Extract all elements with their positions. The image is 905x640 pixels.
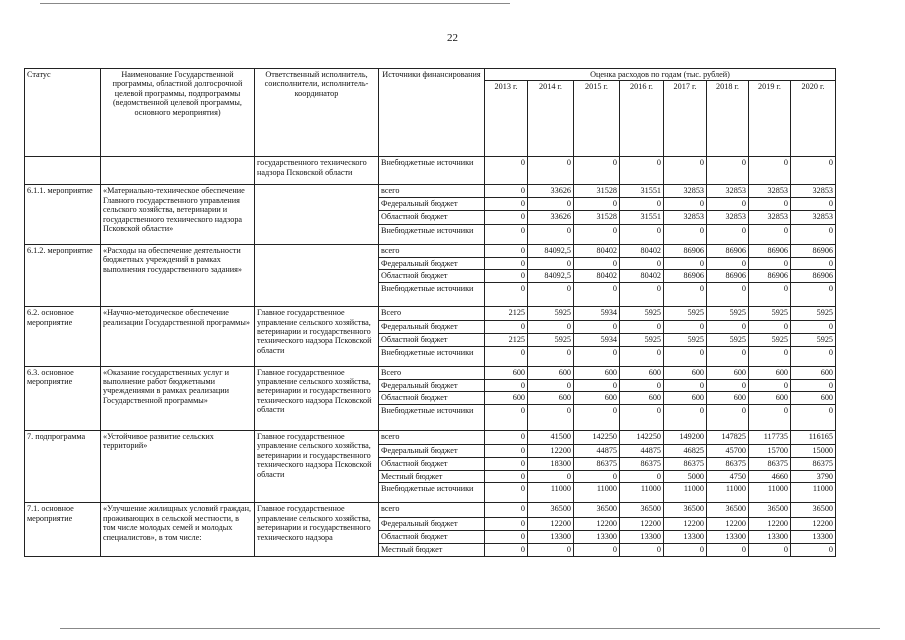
budget-table [24,68,836,557]
header-year: 2019 г. [749,81,791,157]
row-value: 5925 [749,307,791,321]
row-value: 0 [528,346,574,366]
row-value: 12200 [528,445,574,458]
header-year: 2020 г. [791,81,836,157]
row-name: «Научно-методическое обеспечение реализации Государственной программы» [101,307,255,366]
row-value: 0 [664,405,707,431]
row-value: 0 [791,405,836,431]
row-value: 5934 [574,333,620,346]
row-value: 0 [707,198,749,210]
row-source: Всего [379,307,485,321]
row-value: 0 [664,379,707,391]
row-value: 0 [707,321,749,333]
row-source: Внебюджетные источники [379,483,485,503]
row-value: 0 [749,321,791,333]
row-value: 0 [664,224,707,244]
row-value: 13300 [749,531,791,544]
row-source: Внебюджетные источники [379,224,485,244]
row-value: 11000 [620,483,664,503]
row-value: 0 [574,346,620,366]
row-value: 600 [664,392,707,405]
row-value: 0 [485,379,528,391]
row-value: 0 [791,157,836,185]
row-value: 600 [791,366,836,379]
row-value: 0 [574,198,620,210]
row-value: 0 [620,471,664,483]
row-value: 80402 [574,270,620,283]
row-value: 0 [485,445,528,458]
row-value: 86906 [791,244,836,257]
row-value: 5925 [620,333,664,346]
row-value: 15000 [791,445,836,458]
row-value: 5934 [574,307,620,321]
row-value: 0 [707,544,749,556]
row-source: Внебюджетные источники [379,405,485,431]
row-value: 12200 [707,518,749,531]
row-value: 600 [620,392,664,405]
row-value: 33626 [528,210,574,224]
row-source: Федеральный бюджет [379,321,485,333]
row-value: 32853 [791,210,836,224]
row-value: 13300 [664,531,707,544]
row-value: 15700 [749,445,791,458]
row-value: 0 [664,346,707,366]
row-value: 0 [574,157,620,185]
row-value: 5925 [791,333,836,346]
row-name: «Оказание государственных услуг и выполнение работ бюджетными учреждениями в рамках реализации Государственной программы» [101,366,255,430]
row-value: 36500 [749,503,791,518]
row-value: 600 [485,392,528,405]
row-value: 0 [749,544,791,556]
row-value: 0 [485,321,528,333]
row-executor [255,244,379,306]
row-value: 11000 [528,483,574,503]
row-value: 0 [485,257,528,269]
row-value: 36500 [664,503,707,518]
row-value: 0 [707,224,749,244]
row-value: 31528 [574,210,620,224]
row-status: 7.1. основное мероприятие [25,503,101,556]
row-executor: Главное государственное управление сельского хозяйства, ветеринарии и государственного технического надзора Псковской области [255,307,379,366]
row-value: 86906 [707,244,749,257]
header-year: 2018 г. [707,81,749,157]
row-value: 86375 [620,458,664,471]
row-value: 0 [485,458,528,471]
row-value: 0 [485,283,528,307]
row-value: 0 [528,257,574,269]
row-value: 86906 [707,270,749,283]
row-value: 86906 [749,244,791,257]
row-value: 0 [707,257,749,269]
row-value: 32853 [749,210,791,224]
row-value: 0 [664,257,707,269]
row-value: 0 [791,257,836,269]
row-value: 0 [528,224,574,244]
row-value: 142250 [620,431,664,445]
row-value: 32853 [664,210,707,224]
row-value: 0 [485,224,528,244]
row-value: 5000 [664,471,707,483]
row-value: 32853 [707,210,749,224]
row-status [25,157,101,185]
row-name: «Расходы на обеспечение деятельности бюджетных учреждений в рамках выполнения государственного задания» [101,244,255,306]
row-value: 0 [707,379,749,391]
row-value: 0 [620,544,664,556]
row-value: 11000 [664,483,707,503]
row-name: «Устойчивое развитие сельских территорий» [101,431,255,503]
row-value: 5925 [664,333,707,346]
table-row [25,503,836,518]
row-value: 0 [791,544,836,556]
row-value: 11000 [749,483,791,503]
row-status: 6.2. основное мероприятие [25,307,101,366]
row-executor: Главное государственное управление сельского хозяйства, ветеринарии и государственного технического надзора Псковской области [255,431,379,503]
row-value: 0 [574,224,620,244]
row-value: 46825 [664,445,707,458]
row-source: Местный бюджет [379,471,485,483]
row-value: 18300 [528,458,574,471]
header-year: 2017 г. [664,81,707,157]
row-name: «Материально-техническое обеспечение Главного государственного управления сельского хозяйства, ветеринарии и государственного технического надзора Псковской области» [101,185,255,244]
row-name: «Улучшение жилищных условий граждан, проживающих в сельской местности, в том числе молодых семей и молодых специалистов», в том числе: [101,503,255,556]
row-source: Областной бюджет [379,333,485,346]
row-value: 33626 [528,185,574,198]
row-value: 0 [620,321,664,333]
row-value: 32853 [664,185,707,198]
row-value: 0 [528,321,574,333]
table-row [25,307,836,321]
row-value: 36500 [528,503,574,518]
row-value: 32853 [749,185,791,198]
row-value: 0 [528,405,574,431]
row-value: 0 [749,405,791,431]
row-value: 31551 [620,185,664,198]
row-value: 0 [574,544,620,556]
row-source: Внебюджетные источники [379,346,485,366]
row-value: 0 [528,283,574,307]
row-value: 0 [707,346,749,366]
row-value: 86906 [749,270,791,283]
row-value: 13300 [574,531,620,544]
row-value: 600 [574,392,620,405]
row-value: 86375 [664,458,707,471]
row-value: 600 [707,392,749,405]
row-value: 31528 [574,185,620,198]
row-value: 0 [485,431,528,445]
row-value: 0 [485,198,528,210]
row-value: 0 [664,198,707,210]
header-sources: Источники финансирования [379,69,485,157]
row-value: 5925 [707,307,749,321]
row-source: Областной бюджет [379,270,485,283]
row-value: 0 [528,379,574,391]
row-value: 600 [620,366,664,379]
row-value: 0 [749,198,791,210]
header-executor: Ответственный исполнитель, соисполнители, исполнитель-координатор [255,69,379,157]
row-value: 0 [485,346,528,366]
row-value: 0 [528,157,574,185]
row-value: 0 [749,224,791,244]
row-value: 86375 [791,458,836,471]
row-value: 0 [791,379,836,391]
row-value: 0 [707,405,749,431]
row-value: 11000 [574,483,620,503]
row-value: 0 [707,157,749,185]
row-value: 600 [707,366,749,379]
header-name: Наименование Государственной программы, областной долгосрочной целевой программы, подпрограммы (ведомственной целевой программы, основного мероприятия) [101,69,255,157]
row-value: 13300 [620,531,664,544]
row-value: 86906 [664,244,707,257]
row-value: 12200 [620,518,664,531]
row-value: 0 [485,531,528,544]
row-value: 32853 [707,185,749,198]
row-value: 5925 [528,307,574,321]
row-value: 31551 [620,210,664,224]
row-value: 0 [485,244,528,257]
row-value: 142250 [574,431,620,445]
row-value: 0 [620,157,664,185]
row-name [101,157,255,185]
row-value: 600 [528,366,574,379]
row-value: 2125 [485,307,528,321]
row-source: Федеральный бюджет [379,518,485,531]
row-value: 0 [749,157,791,185]
row-source: Областной бюджет [379,531,485,544]
row-value: 0 [620,198,664,210]
row-value: 0 [485,544,528,556]
row-source: всего [379,185,485,198]
row-value: 5925 [620,307,664,321]
row-source: Федеральный бюджет [379,198,485,210]
row-value: 0 [664,283,707,307]
row-value: 3790 [791,471,836,483]
table-row [25,366,836,379]
row-value: 0 [574,283,620,307]
row-value: 41500 [528,431,574,445]
row-value: 86906 [664,270,707,283]
row-value: 600 [574,366,620,379]
row-value: 0 [620,405,664,431]
row-value: 600 [528,392,574,405]
row-value: 80402 [574,244,620,257]
row-value: 0 [574,257,620,269]
row-value: 2125 [485,333,528,346]
row-value: 0 [485,405,528,431]
row-status: 7. подпрограмма [25,431,101,503]
row-status: 6.1.2. мероприятие [25,244,101,306]
row-value: 0 [574,379,620,391]
row-value: 11000 [707,483,749,503]
row-source: Областной бюджет [379,458,485,471]
row-value: 0 [791,198,836,210]
row-value: 0 [707,283,749,307]
row-value: 0 [749,283,791,307]
header-status: Статус [25,69,101,157]
row-source: Областной бюджет [379,210,485,224]
row-value: 0 [485,210,528,224]
row-source: всего [379,244,485,257]
row-value: 80402 [620,244,664,257]
row-value: 4660 [749,471,791,483]
row-value: 600 [485,366,528,379]
budget-table-wrapper [24,68,836,557]
row-source: Федеральный бюджет [379,379,485,391]
row-value: 13300 [528,531,574,544]
row-value: 600 [749,366,791,379]
row-value: 0 [749,346,791,366]
row-value: 0 [528,471,574,483]
row-value: 5925 [749,333,791,346]
row-value: 12200 [528,518,574,531]
header-year: 2016 г. [620,81,664,157]
row-value: 0 [620,379,664,391]
row-value: 116165 [791,431,836,445]
row-value: 0 [620,257,664,269]
row-value: 0 [791,224,836,244]
row-value: 5925 [791,307,836,321]
row-value: 0 [791,283,836,307]
row-value: 0 [749,379,791,391]
row-executor: Главное государственное управление сельского хозяйства, ветеринарии и государственного технического надзора Псковской области [255,366,379,430]
row-value: 117735 [749,431,791,445]
page-number: 22 [447,32,458,44]
table-row [25,185,836,198]
row-value: 12200 [749,518,791,531]
row-value: 32853 [791,185,836,198]
row-value: 45700 [707,445,749,458]
row-source: Местный бюджет [379,544,485,556]
row-source: всего [379,431,485,445]
row-value: 0 [485,483,528,503]
row-value: 0 [574,405,620,431]
row-value: 600 [791,392,836,405]
row-value: 84092,5 [528,270,574,283]
row-value: 86906 [791,270,836,283]
row-value: 5925 [664,307,707,321]
row-value: 0 [664,157,707,185]
row-source: Областной бюджет [379,392,485,405]
row-value: 84092,5 [528,244,574,257]
row-source: Всего [379,366,485,379]
row-value: 0 [620,283,664,307]
row-executor: государственного технического надзора Псковской области [255,157,379,185]
row-value: 86375 [574,458,620,471]
table-row [25,157,836,185]
row-value: 5925 [707,333,749,346]
row-value: 147825 [707,431,749,445]
row-value: 0 [791,321,836,333]
row-value: 13300 [791,531,836,544]
row-value: 36500 [620,503,664,518]
row-value: 12200 [664,518,707,531]
row-value: 0 [485,270,528,283]
row-value: 44875 [574,445,620,458]
row-value: 80402 [620,270,664,283]
row-value: 13300 [707,531,749,544]
row-source: Внебюджетные источники [379,157,485,185]
row-value: 0 [620,224,664,244]
row-value: 0 [664,544,707,556]
row-source: всего [379,503,485,518]
row-value: 149200 [664,431,707,445]
row-value: 86375 [707,458,749,471]
row-value: 0 [528,544,574,556]
header-row [25,69,836,81]
row-value: 36500 [574,503,620,518]
row-value: 0 [574,471,620,483]
row-value: 86375 [749,458,791,471]
row-value: 36500 [707,503,749,518]
row-value: 0 [485,518,528,531]
row-value: 0 [574,321,620,333]
row-source: Внебюджетные источники [379,283,485,307]
row-value: 0 [664,321,707,333]
row-source: Федеральный бюджет [379,445,485,458]
row-value: 4750 [707,471,749,483]
row-value: 0 [485,503,528,518]
row-value: 0 [749,257,791,269]
table-row [25,244,836,257]
row-source: Федеральный бюджет [379,257,485,269]
row-value: 0 [485,471,528,483]
table-row [25,431,836,445]
row-executor: Главное государственное управление сельского хозяйства, ветеринарии и государственного технического надзора [255,503,379,556]
header-estimate: Оценка расходов по годам (тыс. рублей) [485,69,836,81]
row-value: 5925 [528,333,574,346]
row-value: 0 [528,198,574,210]
row-status: 6.3. основное мероприятие [25,366,101,430]
header-year: 2015 г. [574,81,620,157]
row-value: 600 [749,392,791,405]
row-status: 6.1.1. мероприятие [25,185,101,244]
row-value: 12200 [791,518,836,531]
row-value: 0 [485,185,528,198]
header-year: 2013 г. [485,81,528,157]
row-value: 11000 [791,483,836,503]
row-value: 12200 [574,518,620,531]
row-value: 44875 [620,445,664,458]
row-value: 0 [620,346,664,366]
row-value: 0 [791,346,836,366]
row-value: 0 [485,157,528,185]
row-value: 36500 [791,503,836,518]
row-executor [255,185,379,244]
header-year: 2014 г. [528,81,574,157]
row-value: 600 [664,366,707,379]
